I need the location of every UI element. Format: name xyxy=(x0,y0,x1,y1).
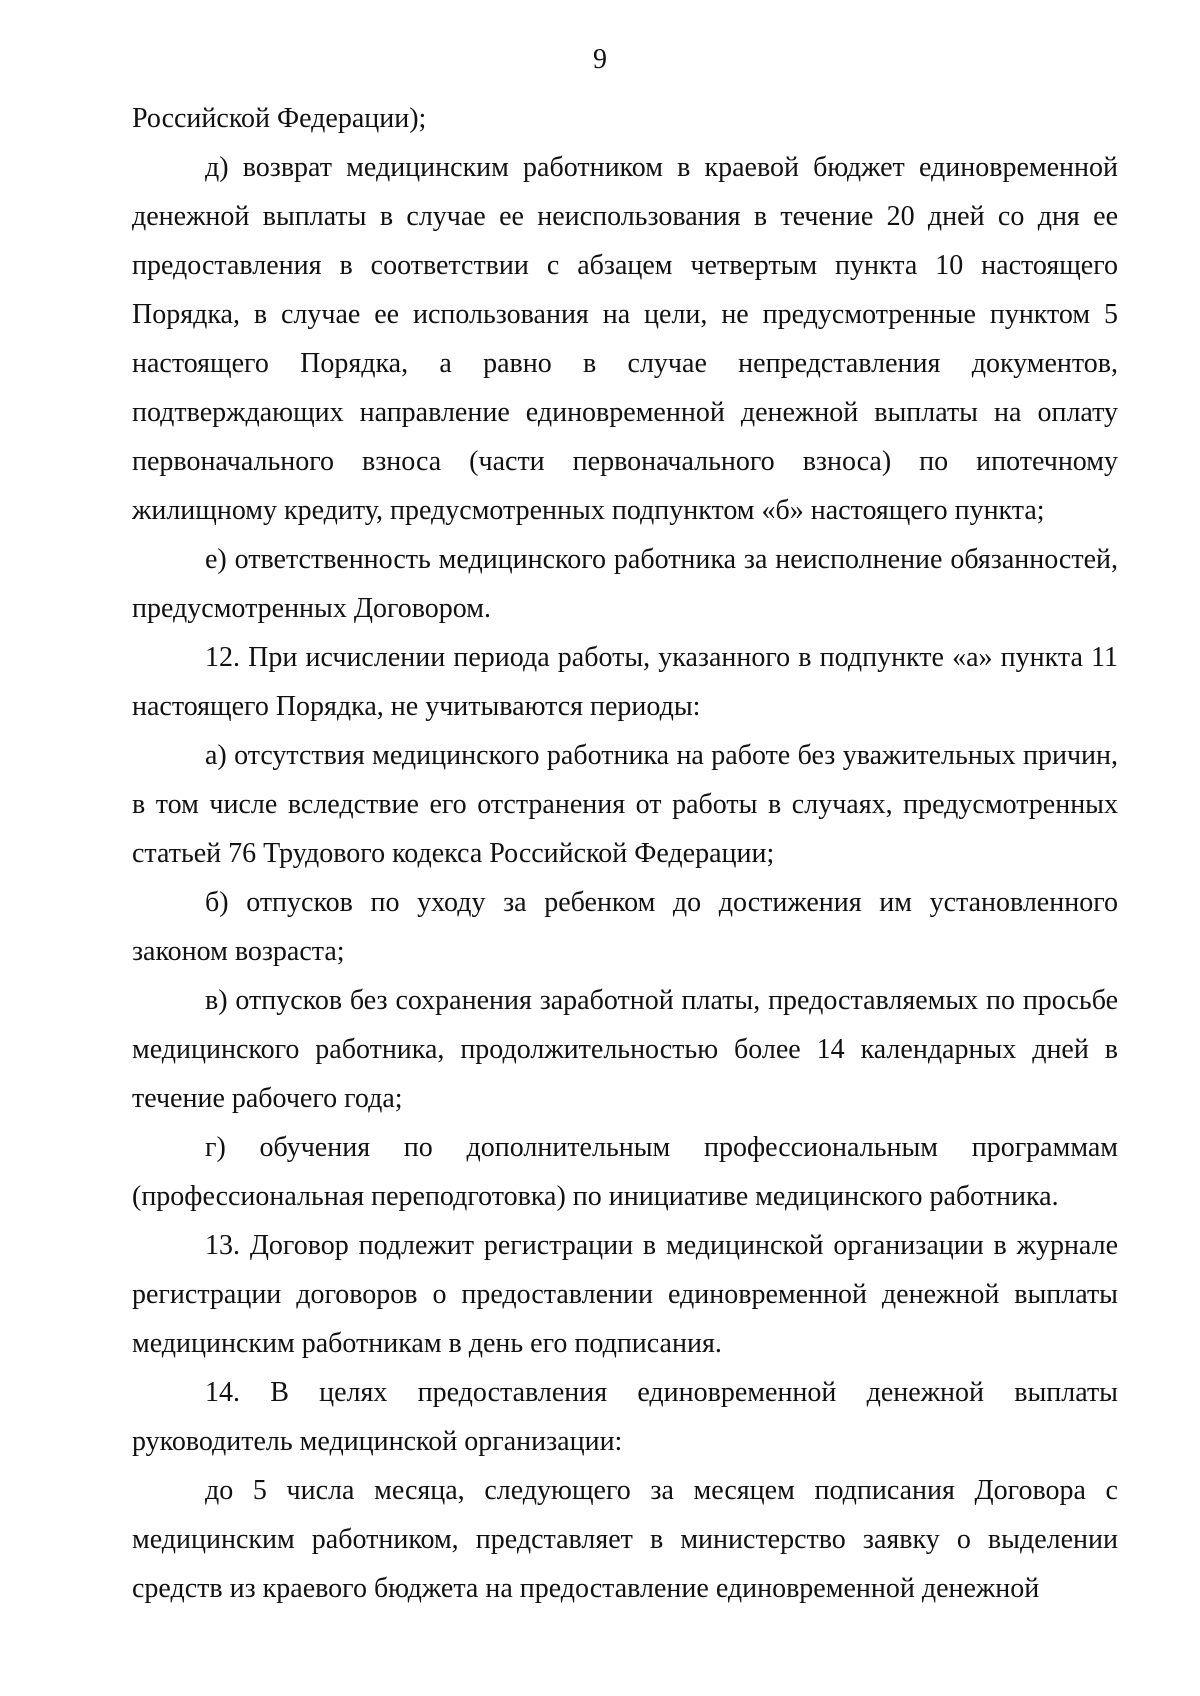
paragraph-item-b: б) отпусков по уходу за ребенком до достижения им установленного законом возраста; xyxy=(132,887,1118,967)
paragraph-clause-14: 14. В целях предоставления единовременной денежной выплаты руководитель медицинской организации: xyxy=(132,1377,1118,1457)
paragraph-clause-13: 13. Договор подлежит регистрации в медицинской организации в журнале регистрации договоров о предоставлении единовременной денежной выплаты медицинским работникам в день его подписания. xyxy=(132,1230,1118,1359)
paragraph-item-g: г) обучения по дополнительным профессиональным программам (профессиональная переподготовка) по инициативе медицинского работника. xyxy=(132,1132,1118,1212)
paragraph-continuation: Российской Федерации); xyxy=(132,103,427,134)
page-number: 9 xyxy=(593,44,607,75)
document-body xyxy=(132,94,1118,1613)
paragraph-item-e: е) ответственность медицинского работника за неисполнение обязанностей, предусмотренных Договором. xyxy=(132,544,1118,624)
paragraph-clause-12: 12. При исчислении периода работы, указанного в подпункте «а» пункта 11 настоящего Порядка, не учитываются периоды: xyxy=(132,642,1118,722)
paragraph-item-a: а) отсутствия медицинского работника на работе без уважительных причин, в том числе вследствие его отстранения от работы в случаях, предусмотренных статьей 76 Трудового кодекса Российской Федерации; xyxy=(132,740,1118,869)
paragraph-clause-14-sub: до 5 числа месяца, следующего за месяцем подписания Договора с медицинским работником, представляет в министерство заявку о выделении средств из краевого бюджета на предоставление единовременной денежной xyxy=(132,1475,1118,1604)
paragraph-item-v: в) отпусков без сохранения заработной платы, предоставляемых по просьбе медицинского работника, продолжительностью более 14 календарных дней в течение рабочего года; xyxy=(132,985,1118,1114)
paragraph-item-d: д) возврат медицинским работником в краевой бюджет единовременной денежной выплаты в случае ее неиспользования в течение 20 дней со дня ее предоставления в соответствии с абзацем четвертым пункта 10 настоящего Порядка, в случае ее использования на цели, не предусмотренные пунктом 5 настоящего Порядка, а равно в случае непредставления документов, подтверждающих направление единовременной денежной выплаты на оплату первоначального взноса (части первоначального взноса) по ипотечному жилищному кредиту, предусмотренных подпунктом «б» настоящего пункта; xyxy=(132,152,1118,526)
